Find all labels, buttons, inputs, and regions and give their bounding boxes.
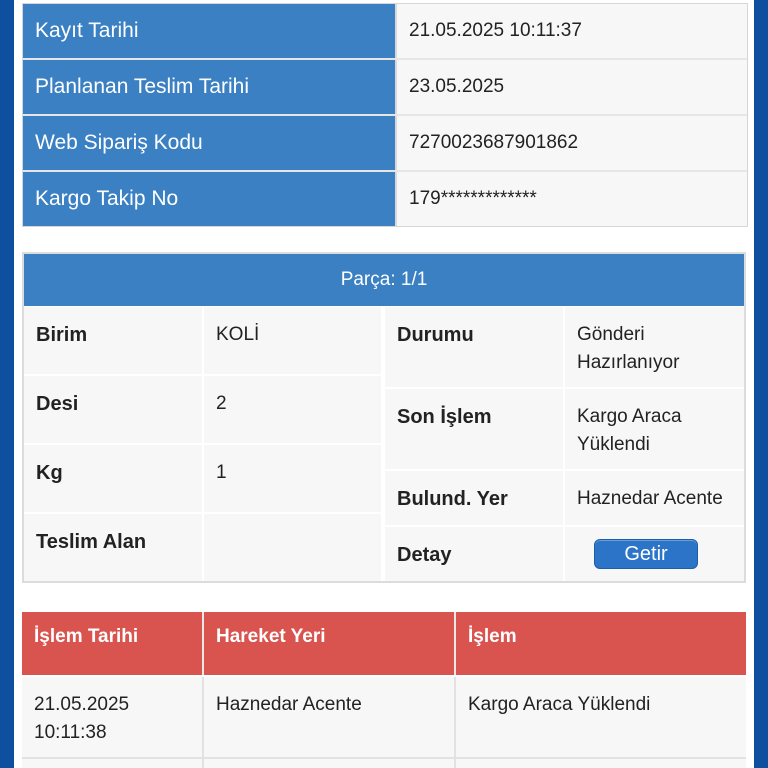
- birim-value: KOLİ: [204, 307, 381, 374]
- teslim-alan-label: Teslim Alan: [24, 514, 202, 581]
- son-islem-label: Son İşlem: [385, 389, 563, 469]
- info-label: Kargo Takip No: [23, 172, 397, 226]
- header-hareket-yeri: Hareket Yeri: [216, 626, 326, 647]
- parca-title: Parça: 1/1: [24, 254, 744, 306]
- history-table: [22, 612, 746, 768]
- info-label: Web Sipariş Kodu: [23, 116, 397, 170]
- info-value: 179*************: [397, 172, 747, 226]
- info-row-planlanan-teslim: [23, 60, 747, 116]
- kg-value: 1: [204, 445, 381, 512]
- info-label: Planlanan Teslim Tarihi: [23, 60, 397, 114]
- bulund-yer-value: Haznedar Acente: [565, 471, 744, 525]
- info-label: Kayıt Tarihi: [23, 4, 397, 58]
- kg-label: Kg: [24, 445, 202, 512]
- son-islem-value: Kargo Araca Yüklendi: [565, 389, 744, 469]
- desi-label: Desi: [24, 376, 202, 443]
- getir-button[interactable]: Getir: [594, 539, 698, 569]
- durumu-label: Durumu: [385, 307, 563, 387]
- table-row: [22, 677, 746, 768]
- info-value: 21.05.2025 10:11:37: [397, 4, 747, 58]
- row-action: Kargo Araca Yüklendi: [468, 694, 651, 715]
- parca-panel: [22, 252, 746, 583]
- detay-label: Detay: [385, 527, 563, 581]
- info-value: 7270023687901862: [397, 116, 747, 170]
- info-row-kargo-takip-no: [23, 172, 747, 226]
- info-row-web-siparis-kodu: [23, 116, 747, 172]
- shipment-info-table: [22, 3, 748, 227]
- row-date: 21.05.2025 10:11:38: [34, 694, 130, 743]
- row-bottom-border: [22, 757, 746, 759]
- info-row-kayit-tarihi: [23, 4, 747, 60]
- page: [14, 0, 754, 768]
- teslim-alan-value: [204, 514, 381, 581]
- history-header: [22, 612, 746, 675]
- header-islem-tarihi: İşlem Tarihi: [34, 626, 139, 647]
- info-value: 23.05.2025: [397, 60, 747, 114]
- header-islem: İşlem: [468, 626, 517, 647]
- bulund-yer-label: Bulund. Yer: [385, 471, 563, 525]
- desi-value: 2: [204, 376, 381, 443]
- durumu-value: Gönderi Hazırlanıyor: [565, 307, 744, 387]
- row-place: Haznedar Acente: [216, 694, 362, 715]
- birim-label: Birim: [24, 307, 202, 374]
